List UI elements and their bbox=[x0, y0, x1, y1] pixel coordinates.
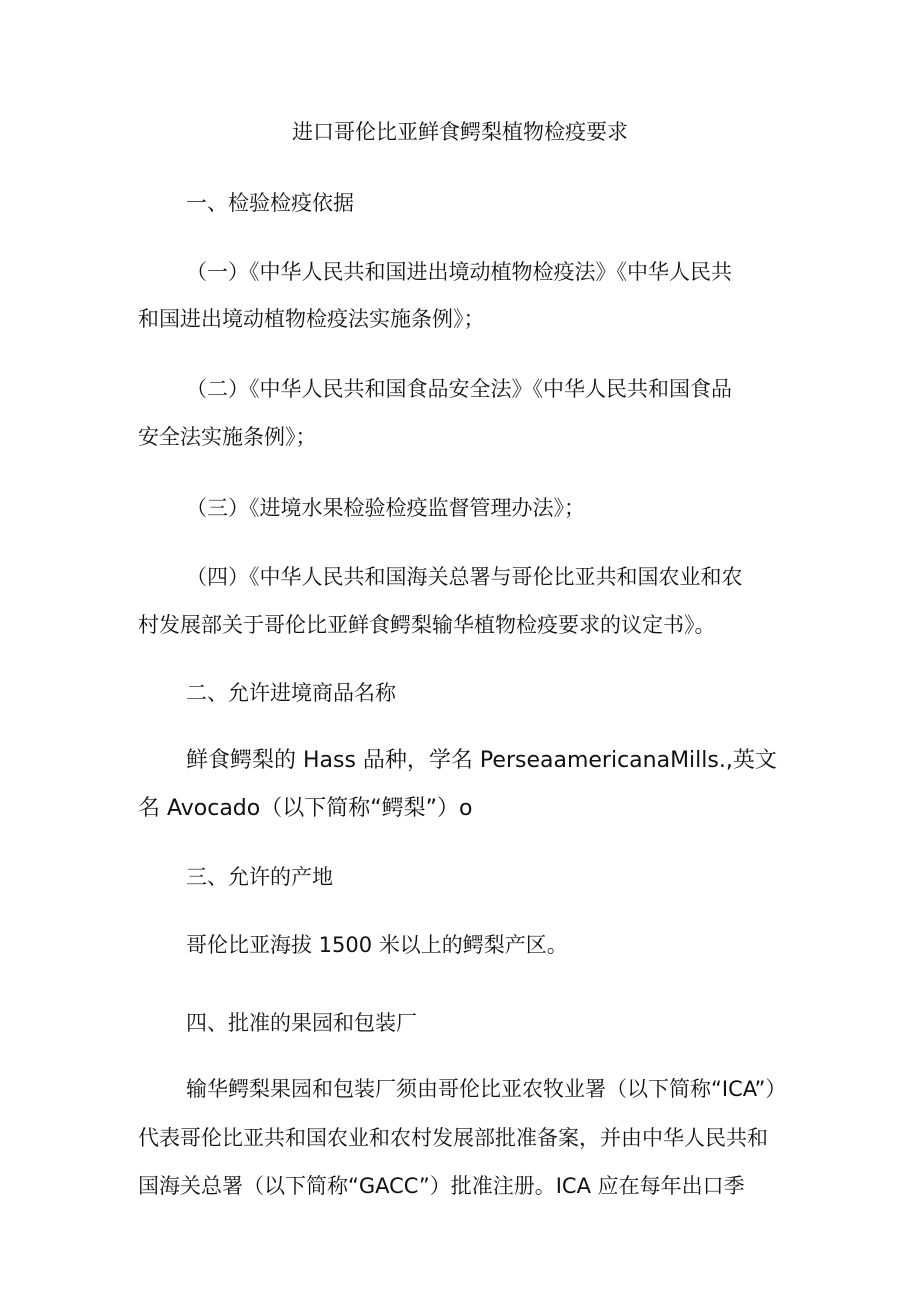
section-3-para-line-1: 哥伦比亚海拔 1500 米以上的鳄梨产区。 bbox=[186, 933, 568, 957]
section-heading-1: 一、检验检疫依据 bbox=[186, 191, 354, 215]
section-4-para-line-2: 代表哥伦比亚共和国农业和农村发展部批准备案，并由中华人民共和 bbox=[138, 1126, 768, 1150]
item-1-line-2: 和国进出境动植物检疫法实施条例》； bbox=[138, 307, 485, 331]
item-3-line-1: （三）《进境水果检验检疫监督管理办法》； bbox=[186, 496, 585, 520]
item-1-line-1: （一）《中华人民共和国进出境动植物检疫法》《中华人民共 bbox=[186, 260, 732, 284]
item-4-line-2: 村发展部关于哥伦比亚鲜食鳄梨输华植物检疫要求的议定书》。 bbox=[138, 613, 716, 637]
section-4-para-line-1: 输华鳄梨果园和包装厂须由哥伦比亚农牧业署（以下简称“ICA”） bbox=[186, 1077, 787, 1101]
section-2-para-line-2: 名 Avocado（以下简称“鳄梨”）o bbox=[138, 796, 473, 821]
document-title: 进口哥伦比亚鲜食鳄梨植物检疫要求 bbox=[292, 120, 628, 144]
section-4-para-line-3: 国海关总署（以下简称“GACC”）批准注册。ICA 应在每年出口季 bbox=[138, 1174, 745, 1198]
section-heading-4: 四、批准的果园和包装厂 bbox=[186, 1011, 417, 1035]
section-heading-3: 三、允许的产地 bbox=[186, 865, 333, 889]
item-4-line-1: （四）《中华人民共和国海关总署与哥伦比亚共和国农业和农 bbox=[186, 565, 743, 589]
section-heading-2: 二、允许进境商品名称 bbox=[186, 681, 396, 705]
item-2-line-2: 安全法实施条例》； bbox=[138, 425, 317, 449]
section-2-para-line-1: 鲜食鳄梨的 Hass 品种，学名 PerseaamericanaMills.,英文 bbox=[186, 748, 777, 773]
item-2-line-1: （二）《中华人民共和国食品安全法》《中华人民共和国食品 bbox=[186, 377, 732, 401]
